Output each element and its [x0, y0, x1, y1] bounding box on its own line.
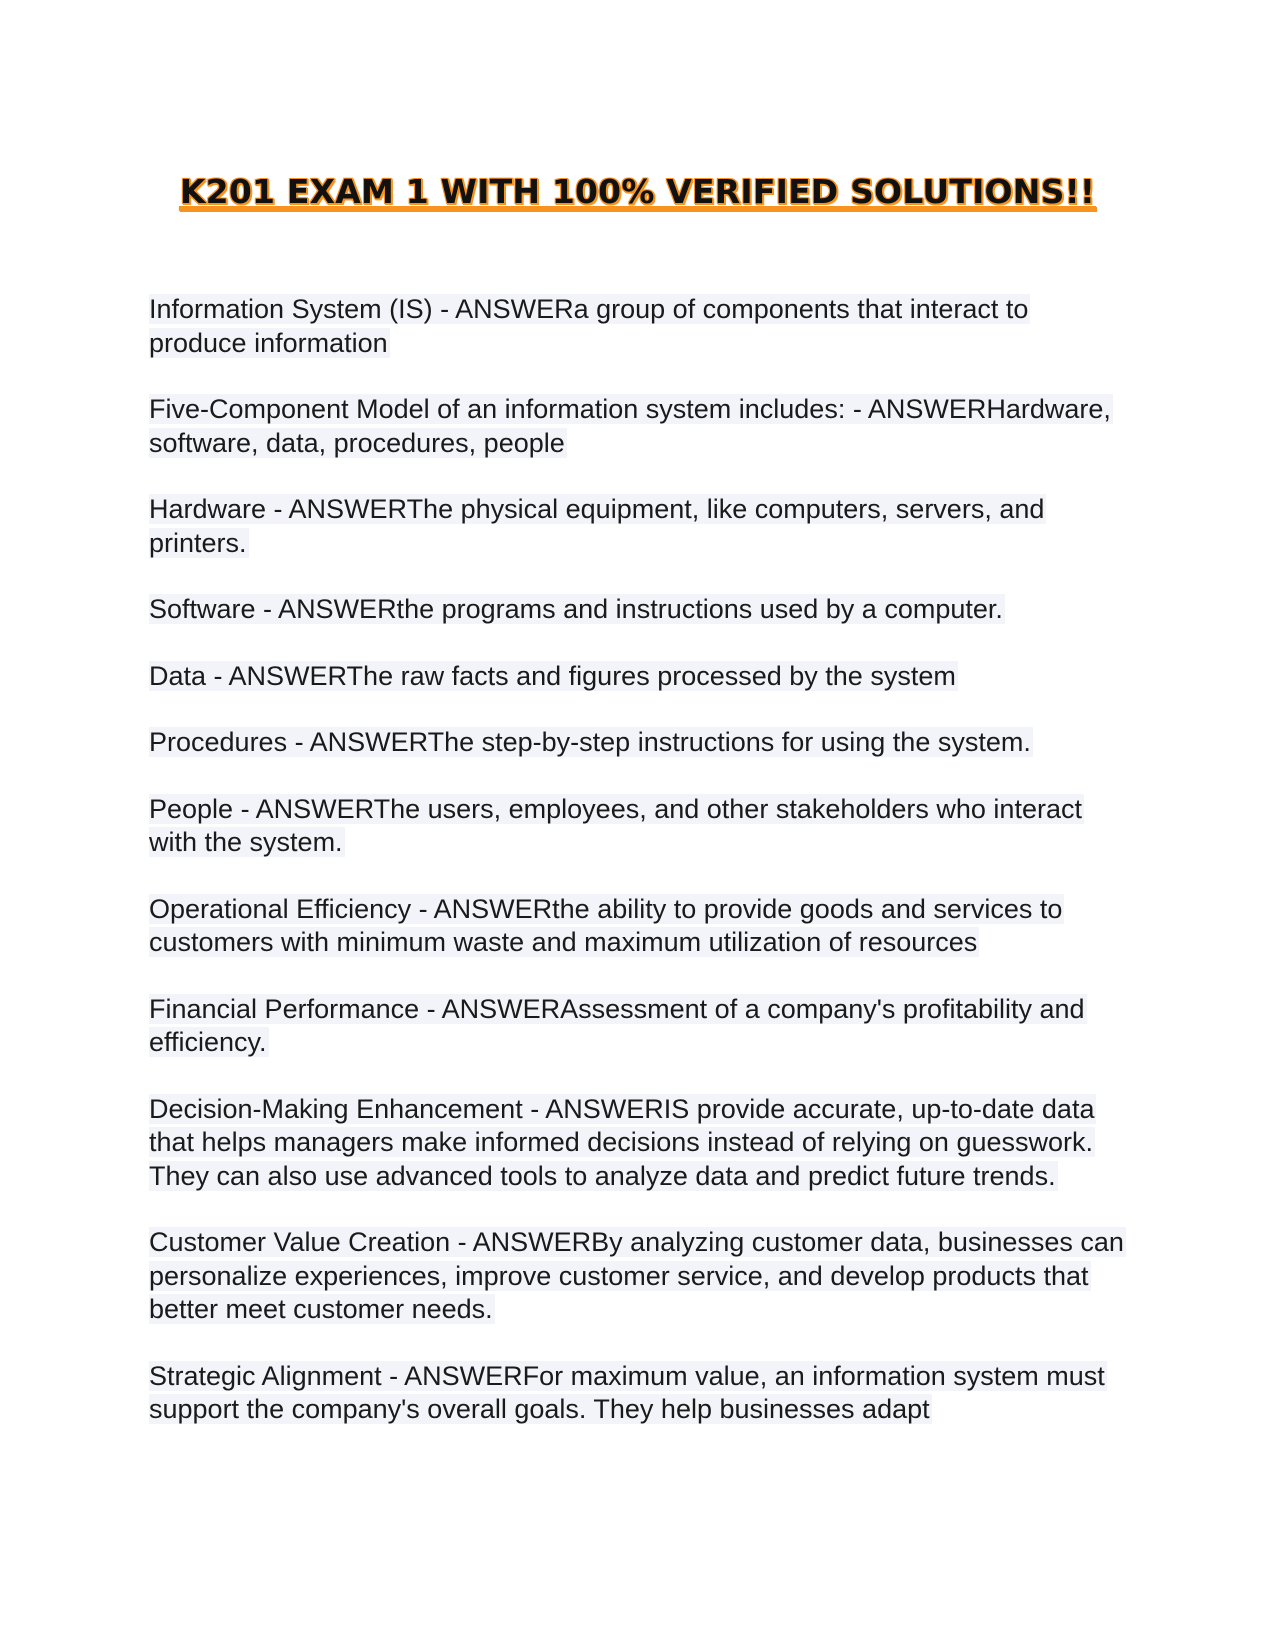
qa-item-text: Five-Component Model of an information system includes: - ANSWERHardware, software, data, procedures, people	[149, 394, 1111, 458]
qa-item-text: Procedures - ANSWERThe step-by-step instructions for using the system.	[149, 727, 1031, 757]
qa-item-text: Information System (IS) - ANSWERa group of components that interact to produce information	[149, 294, 1029, 358]
qa-item	[149, 593, 1129, 627]
qa-item-text: Operational Efficiency - ANSWERthe ability to provide goods and services to customers with minimum waste and maximum utilization of resources	[149, 893, 1063, 957]
qa-item	[149, 1360, 1129, 1427]
qa-item-text: Hardware - ANSWERThe physical equipment, like computers, servers, and printers.	[149, 494, 1045, 558]
qa-item	[149, 660, 1129, 694]
document-title	[0, 172, 1275, 211]
qa-item	[149, 1093, 1129, 1194]
qa-item	[149, 393, 1129, 460]
qa-item-text: Customer Value Creation - ANSWERBy analyzing customer data, businesses can personalize experiences, improve customer service, and develop products that better meet customer needs.	[149, 1227, 1124, 1324]
qa-item-text: Financial Performance - ANSWERAssessment of a company's profitability and efficiency.	[149, 993, 1085, 1057]
document-title-text: K201 EXAM 1 WITH 100% VERIFIED SOLUTIONS!!	[179, 172, 1096, 212]
qa-item-text: Strategic Alignment - ANSWERFor maximum value, an information system must support the company's overall goals. They help businesses adapt	[149, 1360, 1105, 1424]
qa-item	[149, 993, 1129, 1060]
qa-item	[149, 1226, 1129, 1327]
qa-item-text: People - ANSWERThe users, employees, and other stakeholders who interact with the system.	[149, 793, 1082, 857]
qa-list	[149, 293, 1129, 1460]
qa-item-text: Decision-Making Enhancement - ANSWERIS provide accurate, up-to-date data that helps managers make informed decisions instead of relying on guesswork. They can also use advanced tools to analyze data and predict future trends.	[149, 1093, 1095, 1191]
qa-item	[149, 726, 1129, 760]
qa-item	[149, 793, 1129, 860]
qa-item	[149, 893, 1129, 960]
qa-item	[149, 293, 1129, 360]
qa-item	[149, 493, 1129, 560]
qa-item-text: Software - ANSWERthe programs and instructions used by a computer.	[149, 594, 1003, 624]
qa-item-text: Data - ANSWERThe raw facts and figures processed by the system	[149, 660, 956, 691]
